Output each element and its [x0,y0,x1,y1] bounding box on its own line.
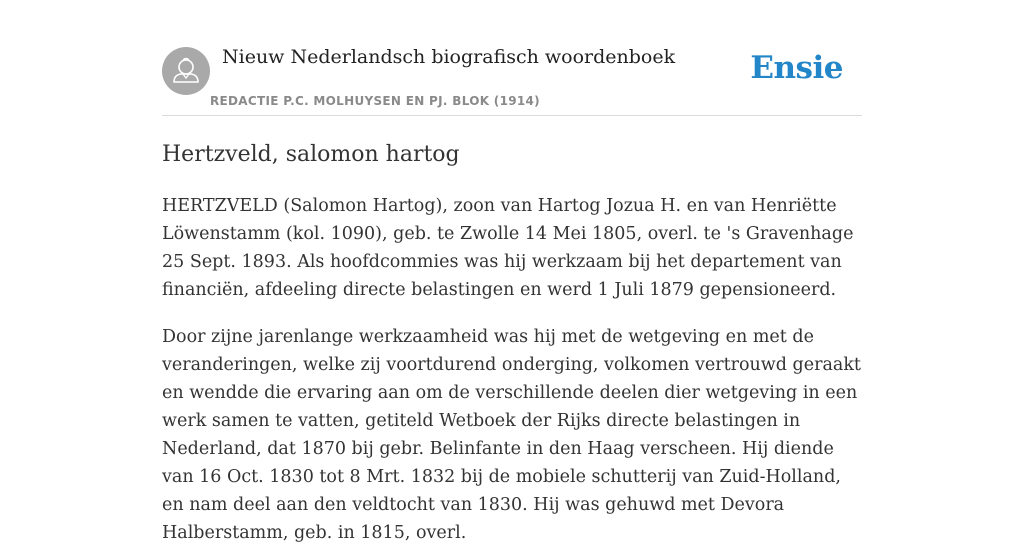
book-editors: REDACTIE P.C. MOLHUYSEN EN PJ. BLOK (1914) [210,94,540,108]
article-title: Hertzveld, salomon hartog [162,142,460,167]
user-icon [162,47,210,95]
page [162,0,862,547]
article-paragraph: HERTZVELD (Salomon Hartog), zoon van Hartog Jozua H. en van Henriëtte Löwenstamm (kol. 1090), geb. te Zwolle 14 Mei 1805, overl. te 's Gravenhage 25 Sept. 1893. Als hoofdcommies was hij werkzaam bij het departement van financiën, afdeeling directe belastingen en werd 1 Juli 1879 gepensioneerd. [162,196,854,300]
book-title[interactable]: Nieuw Nederlandsch biografisch woordenboek [222,46,676,68]
article-paragraph: Door zijne jarenlange werkzaamheid was hij met de wetgeving en met de veranderingen, welke zij voortdurend onderging, volkomen vertrouwd geraakt en wendde die ervaring aan om de verschillende deelen dier wetgeving in een werk samen te vatten, getiteld Wetboek der Rijks directe belastingen in Nederland, dat 1870 bij gebr. Belinfante in den Haag verscheen. Hij diende van 16 Oct. 1830 tot 8 Mrt. 1832 bij de mobiele schutterij van Zuid-Holland, en nam deel aan den veldtocht van 1830. Hij was gehuwd met Devora Halberstamm, geb. in 1815, overl. [162,327,861,543]
source-header [162,47,862,116]
ensie-logo[interactable]: Ensie [750,50,843,86]
